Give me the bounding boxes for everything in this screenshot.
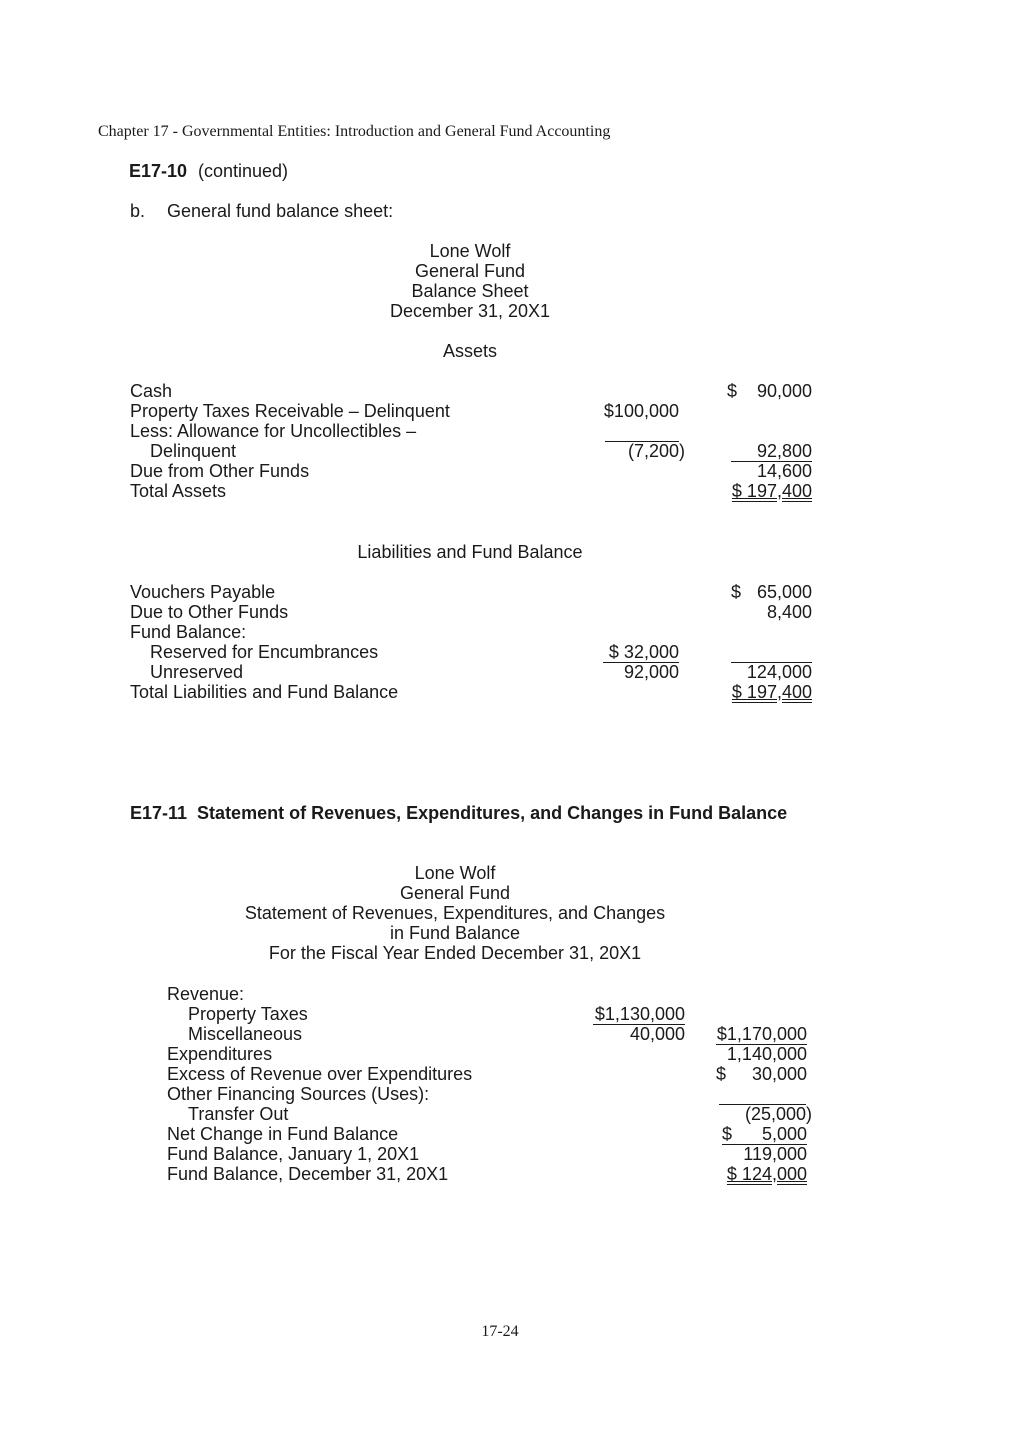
value-excess: 30,000	[751, 1064, 807, 1084]
value-miscellaneous: 40,000	[629, 1024, 685, 1044]
assets-heading: Assets	[442, 341, 498, 361]
row-label-property-taxes: Property Taxes	[188, 1004, 308, 1024]
liabilities-heading: Liabilities and Fund Balance	[357, 542, 583, 562]
exercise-heading: E17-11 Statement of Revenues, Expenditures, and Changes in Fund Balance	[130, 803, 788, 823]
part-letter: b.	[130, 201, 146, 221]
value-total-assets: $ 197,400	[731, 481, 812, 501]
dollar-sign: $	[731, 582, 742, 602]
value-due-to-other-funds: 8,400	[766, 602, 812, 622]
value-unreserved: 92,000	[623, 662, 679, 682]
value-total-liabilities: $ 197,400	[731, 682, 812, 702]
bs-title-line: Balance Sheet	[411, 281, 529, 301]
dollar-sign: $	[722, 1124, 733, 1144]
stmt-title-line: Lone Wolf	[414, 863, 496, 883]
row-label-net-change: Net Change in Fund Balance	[167, 1124, 399, 1144]
row-label-fund-balance-dec: Fund Balance, December 31, 20X1	[167, 1164, 449, 1184]
row-label-allowance: Less: Allowance for Uncollectibles –	[130, 421, 417, 441]
page-number: 17-24	[481, 1323, 519, 1340]
bs-title-line: December 31, 20X1	[389, 301, 551, 321]
value-due-from-other-funds: 14,600	[756, 461, 812, 481]
row-label-fund-balance-jan: Fund Balance, January 1, 20X1	[167, 1144, 420, 1164]
row-label-due-to-other-funds: Due to Other Funds	[130, 602, 289, 622]
stmt-title-line: For the Fiscal Year Ended December 31, 20X1	[268, 943, 642, 963]
dollar-sign: $	[727, 381, 738, 401]
value-fund-balance-total: 124,000	[746, 662, 812, 682]
row-label-due-from-other-funds: Due from Other Funds	[130, 461, 310, 481]
row-label-other-financing: Other Financing Sources (Uses):	[167, 1084, 430, 1104]
value-cash: 90,000	[756, 381, 812, 401]
row-label-fund-balance: Fund Balance:	[130, 622, 247, 642]
row-label-property-taxes-receivable: Property Taxes Receivable – Delinquent	[130, 401, 450, 421]
stmt-title-line: in Fund Balance	[389, 923, 521, 943]
bs-title-line: Lone Wolf	[429, 241, 511, 261]
row-label-reserved: Reserved for Encumbrances	[150, 642, 379, 662]
row-label-transfer-out: Transfer Out	[188, 1104, 289, 1124]
row-label-cash: Cash	[130, 381, 173, 401]
continued-label: (continued)	[198, 161, 289, 181]
bs-title-line: General Fund	[414, 261, 526, 281]
row-label-expenditures: Expenditures	[167, 1044, 273, 1064]
row-label-miscellaneous: Miscellaneous	[188, 1024, 303, 1044]
value-property-taxes-receivable: $100,000	[603, 401, 679, 421]
value-expenditures: 1,140,000	[726, 1044, 807, 1064]
row-label-vouchers-payable: Vouchers Payable	[130, 582, 276, 602]
row-label-excess: Excess of Revenue over Expenditures	[167, 1064, 473, 1084]
dollar-sign: $	[716, 1064, 727, 1084]
row-label-revenue: Revenue:	[167, 984, 245, 1004]
value-vouchers-payable: 65,000	[756, 582, 812, 602]
row-label-unreserved: Unreserved	[150, 662, 244, 682]
value-net-change: 5,000	[761, 1124, 807, 1144]
stmt-title-line: General Fund	[399, 883, 511, 903]
value-transfer-out: (25,000)	[744, 1104, 812, 1124]
stmt-title-line: Statement of Revenues, Expenditures, and Changes	[244, 903, 666, 923]
chapter-header: Chapter 17 - Governmental Entities: Introduction and General Fund Accounting	[98, 123, 611, 140]
value-fund-balance-jan: 119,000	[743, 1144, 807, 1164]
row-label-total-liabilities: Total Liabilities and Fund Balance	[130, 682, 399, 702]
row-label-allowance-cont: Delinquent	[150, 441, 237, 461]
exercise-id: E17-10	[129, 161, 188, 181]
value-net-receivable: 92,800	[756, 441, 812, 461]
part-text: General fund balance sheet:	[167, 201, 394, 221]
value-total-revenue: $1,170,000	[716, 1024, 807, 1044]
value-reserved: $ 32,000	[608, 642, 679, 662]
value-property-taxes: $1,130,000	[594, 1004, 685, 1024]
value-fund-balance-dec: $ 124,000	[726, 1164, 807, 1184]
value-allowance: (7,200)	[627, 441, 685, 461]
row-label-total-assets: Total Assets	[130, 481, 227, 501]
